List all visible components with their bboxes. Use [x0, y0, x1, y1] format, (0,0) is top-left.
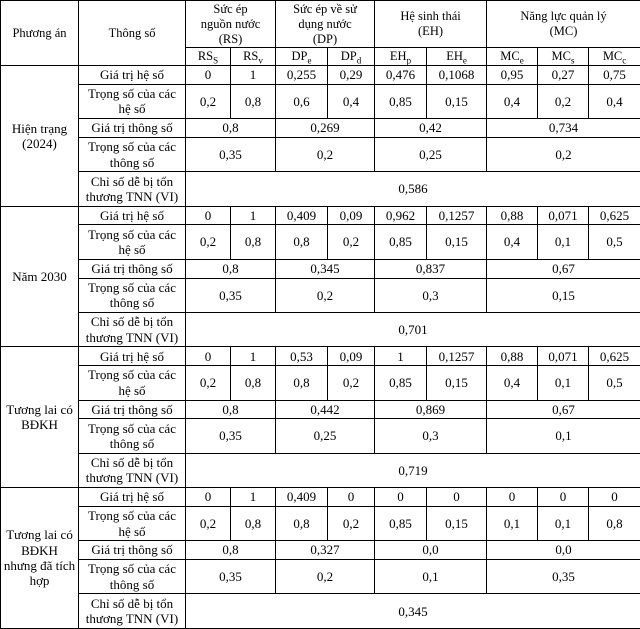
coefficient-value-cell: 0: [487, 488, 538, 507]
table-row: [1, 541, 640, 560]
coefficient-weight-cell: 0,1: [487, 506, 538, 540]
header-group-rs: [186, 1, 276, 48]
coefficient-value-cell: 0,476: [375, 66, 427, 85]
coefficient-weight-cell: 0,8: [231, 225, 276, 259]
coefficient-value-cell: 1: [231, 206, 276, 225]
coefficient-weight-cell: 0,5: [589, 366, 640, 400]
vulnerability-index-value: 0,719: [186, 453, 640, 487]
coefficient-value-cell: 0,409: [276, 488, 328, 507]
header-sub-eh-p-sub: p: [406, 55, 412, 66]
table-row: [1, 312, 640, 346]
parameter-value-cell: 0,0: [487, 541, 640, 560]
coefficient-weight-cell: 0,8: [276, 506, 328, 540]
coefficient-weight-cell: 0,2: [186, 366, 231, 400]
coefficient-value-cell: 0: [375, 488, 427, 507]
header-group-dp-line3: (DP): [312, 31, 338, 46]
row-label-parameter-value: Giá trị thông số: [79, 119, 186, 138]
coefficient-value-cell: 0: [186, 347, 231, 366]
header-group-rs-line1: Sức ép: [213, 2, 248, 16]
coefficient-value-cell: 0,1257: [427, 206, 487, 225]
coefficient-value-cell: 0,53: [276, 347, 328, 366]
table-row: [1, 259, 640, 278]
coefficient-weight-cell: 0,8: [231, 366, 276, 400]
header-sub-mc-c: [589, 48, 640, 66]
coefficient-value-cell: 0: [538, 488, 589, 507]
parameter-value-cell: 0,269: [276, 119, 375, 138]
header-sub-eh-p: [375, 48, 427, 66]
parameter-weight-cell: 0,35: [487, 559, 640, 593]
parameter-weight-cell: 0,35: [186, 137, 276, 171]
table-row: [1, 137, 640, 171]
coefficient-value-cell: 0,625: [589, 206, 640, 225]
header-scenario: Phương án: [1, 1, 79, 66]
row-label-coefficient-weight: Trọng số của các hệ số: [79, 506, 186, 540]
table-row: [1, 225, 640, 259]
table-row: [1, 206, 640, 225]
table-row: [1, 119, 640, 138]
scenario-cell: Tương lai có BĐKH nhưng đã tích hợp: [1, 488, 79, 629]
header-sub-dp-d-base: DP: [340, 49, 357, 64]
header-sub-eh-p-base: EH: [389, 49, 407, 64]
parameter-value-cell: 0,67: [487, 400, 640, 419]
header-sub-rs-s-sub: S: [213, 55, 219, 66]
header-sub-eh-e: [427, 48, 487, 66]
row-label-parameter-value: Giá trị thông số: [79, 259, 186, 278]
parameter-value-cell: 0,8: [186, 259, 276, 278]
coefficient-value-cell: 0,962: [375, 206, 427, 225]
table-row: [1, 506, 640, 540]
table-row: [1, 453, 640, 487]
table-row: [1, 172, 640, 206]
coefficient-value-cell: 0: [186, 206, 231, 225]
header-sub-mc-s: [538, 48, 589, 66]
coefficient-weight-cell: 0,2: [328, 506, 375, 540]
coefficient-weight-cell: 0,8: [589, 506, 640, 540]
coefficient-weight-cell: 0,8: [231, 84, 276, 118]
row-label-vulnerability-index: Chỉ số dễ bị tổn thương TNN (VI): [79, 172, 186, 206]
header-sub-mc-s-sub: s: [571, 55, 575, 66]
coefficient-weight-cell: 0,2: [538, 84, 589, 118]
coefficient-value-cell: 0: [328, 488, 375, 507]
row-label-coefficient-weight: Trọng số của các hệ số: [79, 84, 186, 118]
scenario-cell: Tương lai có BĐKH: [1, 347, 79, 488]
parameter-weight-cell: 0,25: [276, 419, 375, 453]
parameter-value-cell: 0,8: [186, 119, 276, 138]
coefficient-weight-cell: 0,15: [427, 225, 487, 259]
coefficient-weight-cell: 0,8: [231, 506, 276, 540]
row-label-vulnerability-index: Chỉ số dễ bị tổn thương TNN (VI): [79, 453, 186, 487]
header-sub-mc-s-base: MC: [551, 49, 571, 64]
coefficient-value-cell: 0: [589, 488, 640, 507]
parameter-weight-cell: 0,35: [186, 278, 276, 312]
parameter-weight-cell: 0,35: [186, 419, 276, 453]
parameter-value-cell: 0,8: [186, 400, 276, 419]
row-label-coefficient-value: Giá trị hệ số: [79, 347, 186, 366]
header-group-dp-line1: Sức ép về sử: [293, 2, 357, 16]
header-group-mc: [487, 1, 640, 48]
coefficient-weight-cell: 0,2: [186, 84, 231, 118]
coefficient-weight-cell: 0,1: [538, 366, 589, 400]
header-sub-mc-c-base: MC: [602, 49, 623, 64]
header-sub-mc-e-sub: e: [519, 55, 524, 66]
table-row: [1, 366, 640, 400]
parameter-value-cell: 0,67: [487, 259, 640, 278]
parameter-weight-cell: 0,2: [487, 137, 640, 171]
coefficient-value-cell: 0,88: [487, 206, 538, 225]
header-sub-dp-e: [276, 48, 328, 66]
coefficient-value-cell: 0: [427, 488, 487, 507]
coefficient-value-cell: 0,29: [328, 66, 375, 85]
coefficient-weight-cell: 0,15: [427, 366, 487, 400]
coefficient-value-cell: 0,1068: [427, 66, 487, 85]
parameter-weight-cell: 0,1: [375, 559, 487, 593]
parameter-weight-cell: 0,2: [276, 137, 375, 171]
coefficient-value-cell: 1: [231, 347, 276, 366]
row-label-coefficient-value: Giá trị hệ số: [79, 206, 186, 225]
row-label-parameter-weight: Trọng số của các thông số: [79, 278, 186, 312]
row-label-parameter-value: Giá trị thông số: [79, 541, 186, 560]
coefficient-weight-cell: 0,4: [487, 366, 538, 400]
header-sub-dp-d-sub: d: [356, 55, 362, 66]
parameter-weight-cell: 0,15: [487, 278, 640, 312]
header-sub-dp-e-sub: e: [307, 55, 312, 66]
header-sub-rs-v-base: RS: [243, 49, 259, 64]
table-row: [1, 419, 640, 453]
coefficient-value-cell: 0,09: [328, 347, 375, 366]
coefficient-weight-cell: 0,15: [427, 84, 487, 118]
header-group-eh: [375, 1, 487, 48]
header-group-eh-line1: Hệ sinh thái: [400, 9, 461, 24]
parameter-weight-cell: 0,35: [186, 559, 276, 593]
parameter-weight-cell: 0,25: [375, 137, 487, 171]
parameter-value-cell: 0,42: [375, 119, 487, 138]
coefficient-value-cell: 0,625: [589, 347, 640, 366]
row-label-coefficient-value: Giá trị hệ số: [79, 66, 186, 85]
parameter-value-cell: 0,0: [375, 541, 487, 560]
header-group-mc-line2: (MC): [549, 24, 578, 39]
row-label-vulnerability-index: Chỉ số dễ bị tổn thương TNN (VI): [79, 312, 186, 346]
coefficient-weight-cell: 0,8: [276, 366, 328, 400]
header-sub-dp-d: [328, 48, 375, 66]
header-group-eh-line2: (EH): [418, 24, 444, 39]
table-row: [1, 347, 640, 366]
vulnerability-index-value: 0,586: [186, 172, 640, 206]
parameter-value-cell: 0,345: [276, 259, 375, 278]
row-label-coefficient-weight: Trọng số của các hệ số: [79, 225, 186, 259]
coefficient-value-cell: 0,95: [487, 66, 538, 85]
parameter-weight-cell: 0,2: [276, 559, 375, 593]
header-sub-mc-e: [487, 48, 538, 66]
row-label-coefficient-weight: Trọng số của các hệ số: [79, 366, 186, 400]
coefficient-value-cell: 0,27: [538, 66, 589, 85]
parameter-value-cell: 0,442: [276, 400, 375, 419]
header-group-rs-line2: nguồn nước: [200, 16, 261, 31]
coefficient-weight-cell: 0,4: [328, 84, 375, 118]
coefficient-weight-cell: 0,15: [427, 506, 487, 540]
table-row: [1, 559, 640, 593]
coefficient-weight-cell: 0,4: [487, 84, 538, 118]
parameter-weight-cell: 0,2: [276, 278, 375, 312]
row-label-parameter-value: Giá trị thông số: [79, 400, 186, 419]
header-group-rs-line3: (RS): [218, 31, 243, 46]
header-sub-rs-s: [186, 48, 231, 66]
table-row: [1, 594, 640, 629]
coefficient-value-cell: 0,75: [589, 66, 640, 85]
row-label-coefficient-value: Giá trị hệ số: [79, 488, 186, 507]
parameter-value-cell: 0,8: [186, 541, 276, 560]
row-label-parameter-weight: Trọng số của các thông số: [79, 559, 186, 593]
coefficient-weight-cell: 0,8: [276, 225, 328, 259]
parameter-weight-cell: 0,3: [375, 278, 487, 312]
row-label-parameter-weight: Trọng số của các thông số: [79, 137, 186, 171]
header-sub-rs-v-sub: v: [258, 55, 263, 66]
header-group-mc-line1: Năng lực quản lý: [520, 9, 607, 24]
row-label-vulnerability-index: Chỉ số dễ bị tổn thương TNN (VI): [79, 594, 186, 629]
table-row: [1, 278, 640, 312]
table-body: [1, 66, 640, 629]
vulnerability-index-value: 0,345: [186, 594, 640, 629]
header-sub-eh-e-sub: e: [462, 55, 467, 66]
coefficient-value-cell: 0: [186, 488, 231, 507]
vulnerability-index-value: 0,701: [186, 312, 640, 346]
coefficient-weight-cell: 0,85: [375, 506, 427, 540]
header-sub-rs-s-base: RS: [197, 49, 214, 64]
coefficient-value-cell: 0,409: [276, 206, 328, 225]
header-row-groups: [1, 1, 640, 48]
header-group-dp: [276, 1, 375, 48]
parameter-weight-cell: 0,1: [487, 419, 640, 453]
coefficient-weight-cell: 0,85: [375, 366, 427, 400]
parameter-value-cell: 0,837: [375, 259, 487, 278]
coefficient-weight-cell: 0,2: [186, 225, 231, 259]
header-sub-mc-c-sub: c: [622, 55, 627, 66]
row-label-parameter-weight: Trọng số của các thông số: [79, 419, 186, 453]
coefficient-value-cell: 0,88: [487, 347, 538, 366]
coefficient-weight-cell: 0,1: [538, 225, 589, 259]
coefficient-value-cell: 1: [231, 488, 276, 507]
coefficient-value-cell: 0,09: [328, 206, 375, 225]
coefficient-weight-cell: 0,4: [589, 84, 640, 118]
coefficient-value-cell: 1: [375, 347, 427, 366]
parameter-weight-cell: 0,3: [375, 419, 487, 453]
coefficient-weight-cell: 0,6: [276, 84, 328, 118]
coefficient-value-cell: 1: [231, 66, 276, 85]
header-sub-eh-e-base: EH: [446, 49, 463, 64]
coefficient-weight-cell: 0,1: [538, 506, 589, 540]
coefficient-weight-cell: 0,85: [375, 225, 427, 259]
table-row: [1, 488, 640, 507]
header-sub-mc-e-base: MC: [500, 49, 520, 64]
coefficient-weight-cell: 0,85: [375, 84, 427, 118]
parameter-value-cell: 0,327: [276, 541, 375, 560]
table-header: [1, 1, 640, 66]
coefficient-value-cell: 0,071: [538, 347, 589, 366]
coefficient-value-cell: 0,1257: [427, 347, 487, 366]
coefficient-value-cell: 0,071: [538, 206, 589, 225]
table-row: [1, 400, 640, 419]
coefficient-weight-cell: 0,2: [328, 225, 375, 259]
header-sub-dp-e-base: DP: [291, 49, 308, 64]
coefficient-weight-cell: 0,2: [186, 506, 231, 540]
header-sub-rs-v: [231, 48, 276, 66]
scenario-cell: Năm 2030: [1, 206, 79, 347]
coefficient-weight-cell: 0,4: [487, 225, 538, 259]
parameter-value-cell: 0,734: [487, 119, 640, 138]
coefficient-weight-cell: 0,2: [328, 366, 375, 400]
table-row: [1, 84, 640, 118]
parameter-value-cell: 0,869: [375, 400, 487, 419]
coefficient-value-cell: 0,255: [276, 66, 328, 85]
coefficient-value-cell: 0: [186, 66, 231, 85]
header-group-dp-line2: dụng nước: [298, 16, 352, 31]
coefficient-weight-cell: 0,5: [589, 225, 640, 259]
header-parameter: Thông số: [79, 1, 186, 66]
scenario-cell: Hiện trạng (2024): [1, 66, 79, 207]
table-row: [1, 66, 640, 85]
